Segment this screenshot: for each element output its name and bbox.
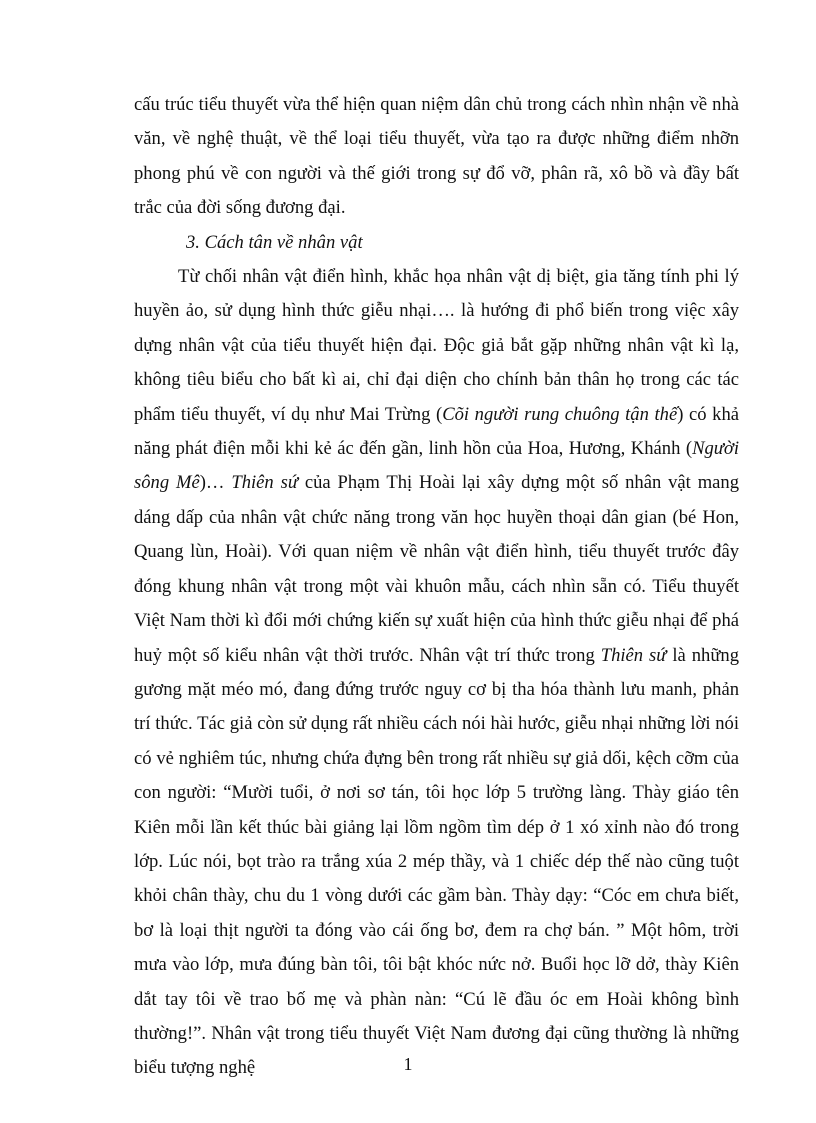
paragraph-continuation: cấu trúc tiểu thuyết vừa thể hiện quan niệm dân chủ trong cách nhìn nhận về nhà văn, về nghệ thuật, về thể loại tiểu thuyết, vừa tạo ra được những điểm nhỡn phong phú về con người và thế giới trong sự đổ vỡ, phân rã, xô bồ và đầy bất trắc của đời sống đương đại.: [134, 94, 739, 219]
italic-work-title: Thiên sứ: [231, 472, 298, 494]
text-run: )…: [199, 472, 232, 494]
text-run: là những gương mặt méo mó, đang đứng trước nguy cơ bị tha hóa thành lưu manh, phản trí thức. Tác giả còn sử dụng rất nhiều cách nói hài hước, giễu nhại những lời nói có vẻ nghiêm túc, nhưng chứa đựng bên trong rất nhiều sự giả dối, kệch cỡm của con người: “Mười tuổi, ở nơi sơ tán, tôi học lớp 5 trường làng. Thày giáo tên Kiên mỗi lần kết thúc bài giảng lại lồm ngồm tìm dép ở 1 xó xỉnh nào đó trong lớp. Lúc nói, bọt trào ra trắng xúa 2 mép thầy, và 1 chiếc dép thế nào cũng tuột khỏi chân thày, chu du 1 vòng dưới các gầm bàn. Thày dạy: “Cóc em chưa biết, bơ là loại thịt người ta đóng vào cái ống bơ, đem ra chợ bán. ” Một hôm, trời mưa vào lớp, mưa đúng bàn tôi, tôi bật khóc nức nở. Buổi học lỡ dở, thày Kiên dắt tay tôi về trao bố mẹ và phàn nàn: “Cú lẽ đầu óc em Hoài không bình thường!”. Nhân vật trong tiểu thuyết Việt Nam đương đại cũng thường là những biểu tượng nghệ: [134, 644, 740, 1079]
text-run: ) có khả năng phát điện mỗi khi kẻ ác đến gần, linh hồn của Hoa, Hương, Khánh (: [134, 403, 739, 460]
paragraph-character-innovation: [134, 260, 739, 1086]
italic-work-title: Thiên sứ: [600, 644, 667, 666]
italic-work-title: Cõi người rung chuông tận thế: [442, 403, 678, 425]
section-heading: 3. Cách tân về nhân vật: [186, 231, 363, 253]
page-number: 1: [403, 1054, 413, 1074]
italic-work-title: Người sông Mê: [134, 438, 739, 494]
text-run: Từ chối nhân vật điển hình, khắc họa nhân vật dị biệt, gia tăng tính phi lý huyền ảo, sử dụng hình thức giễu nhại…. là hướng đi phổ biến trong việc xây dựng nhân vật của tiểu thuyết hiện đại. Độc giả bắt gặp những nhân vật kì lạ, không tiêu biểu cho bất kì ai, chỉ đại diện cho chính bản thân họ trong các tác phẩm tiểu thuyết, ví dụ như Mai Trừng (: [134, 266, 739, 425]
page-body: [134, 88, 739, 1086]
text-run: của Phạm Thị Hoài lại xây dựng một số nhân vật mang dáng dấp của nhân vật chức năng trong văn học huyền thoại dân gian (bé Hon, Quang lùn, Hoài). Với quan niệm về nhân vật điển hình, tiểu thuyết trước đây đóng khung nhân vật trong một vài khuôn mẫu, cách nhìn sẵn có. Tiểu thuyết Việt Nam thời kì đổi mới chứng kiến sự xuất hiện của hình thức giễu nhại để phá huỷ một số kiểu nhân vật thời trước. Nhân vật trí thức trong: [134, 472, 739, 666]
